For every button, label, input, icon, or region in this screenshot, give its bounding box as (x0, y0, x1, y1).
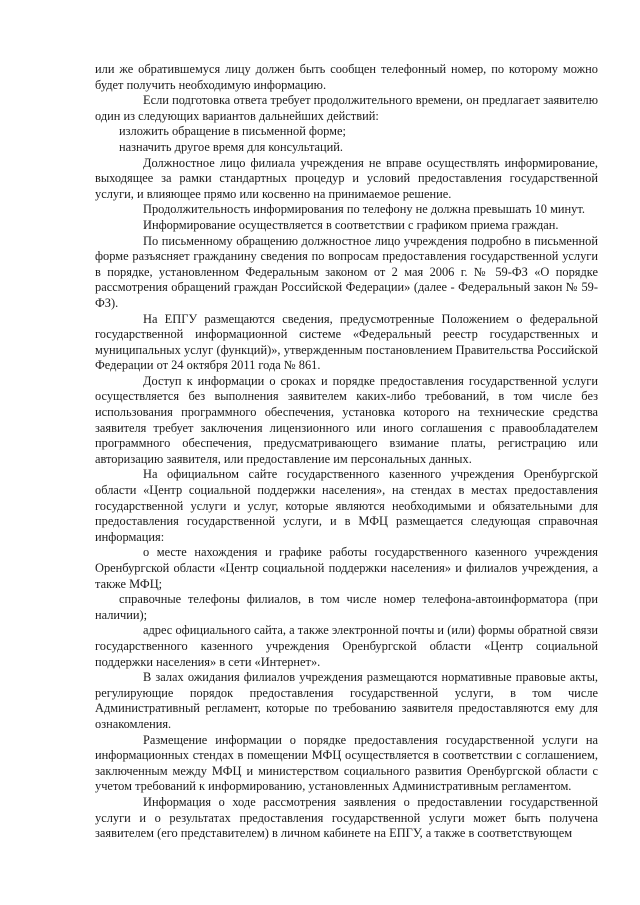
paragraph: Информация о ходе рассмотрения заявления о предоставлении государственной услуги и о результатах предоставления государственной услуги может быть получена заявителем (его представителем) в личном кабинете на ЕПГУ, а также в соответствующем (95, 794, 598, 841)
paragraph: Размещение информации о порядке предоставления государственной услуги на информационных стендах в помещении МФЦ осуществляется в соответствии с соглашением, заключенным между МФЦ и министерством социального развития Оренбургской области с учетом требований к информированию, установленных Административным регламентом. (95, 732, 598, 794)
paragraph: Продолжительность информирования по телефону не должна превышать 10 минут. (143, 202, 585, 217)
paragraph: Доступ к информации о сроках и порядке предоставления государственной услуги осуществляется без выполнения заявителем каких-либо требований, в том числе без использования программного обеспечения, установка которого на технические средства заявителя требует заключения лицензионного или иного соглашения с правообладателем программного обеспечения, предусматривающего взимание платы, регистрацию или авторизацию заявителя, или предоставление им персональных данных. (95, 373, 598, 466)
paragraph: На ЕПГУ размещаются сведения, предусмотренные Положением о федеральной государственной информационной системе «Федеральный реестр государственных и муниципальных услуг (функций)», утвержденным постановлением Правительства Российской Федерации от 24 октября 2011 года № 861. (95, 311, 598, 373)
paragraph: Информирование осуществляется в соответствии с графиком приема граждан. (143, 217, 559, 232)
paragraph: На официальном сайте государственного казенного учреждения Оренбургской области «Центр социальной поддержки населения», на стендах в местах предоставления государственной услуги и услуг, которые являются необходимыми и обязательными для предоставления государственной услуги, и в МФЦ размещается следующая справочная информация: (95, 467, 598, 544)
paragraph: или же обратившемуся лицу должен быть сообщен телефонный номер, по которому можно будет получить необходимую информацию. (95, 62, 598, 92)
paragraph: Должностное лицо филиала учреждения не вправе осуществлять информирование, выходящее за рамки стандартных процедур и условий предоставления государственной услуги, и влияющее прямо или косвенно на принимаемое решение. (95, 155, 598, 201)
paragraph: о месте нахождения и графике работы государственного казенного учреждения Оренбургской области «Центр социальной поддержки населения» и филиалов учреждения, а также МФЦ; (95, 545, 598, 591)
paragraph: изложить обращение в письменной форме; (119, 124, 346, 139)
paragraph: адрес официального сайта, а также электронной почты и (или) формы обратной связи государственного казенного учреждения Оренбургской области «Центр социальной поддержки населения» в сети «Интернет». (95, 623, 598, 669)
paragraph: В залах ожидания филиалов учреждения размещаются нормативные правовые акты, регулирующие порядок предоставления государственной услуги, в том числе Административный регламент, которые по требованию заявителя предоставляются ему для ознакомления. (95, 670, 598, 731)
paragraph: По письменному обращению должностное лицо учреждения подробно в письменной форме разъясняет гражданину сведения по вопросам предоставления государственной услуги в порядке, установленном Федеральным законом от 2 мая 2006 г. № 59-ФЗ «О порядке рассмотрения обращений граждан Российской Федерации» (далее - Федеральный закон № 59-ФЗ). (95, 233, 598, 310)
paragraph: Если подготовка ответа требует продолжительного времени, он предлагает заявителю один из следующих вариантов дальнейших действий: (95, 93, 598, 123)
document-text (95, 62, 598, 842)
paragraph: справочные телефоны филиалов, в том числе номер телефона-автоинформатора (при наличии); (95, 592, 598, 622)
paragraph: назначить другое время для консультаций. (119, 139, 344, 154)
